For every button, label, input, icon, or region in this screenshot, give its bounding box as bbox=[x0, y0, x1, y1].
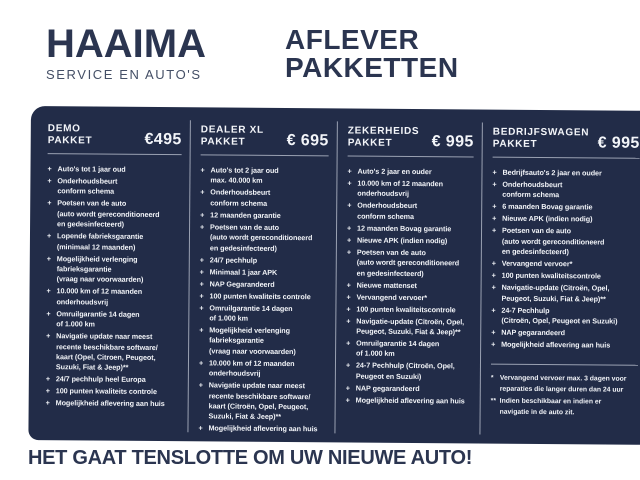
footnote-text: Indien beschikbaar en indien er navigatie in de auto zit. bbox=[499, 397, 602, 416]
footnotes-divider bbox=[491, 364, 638, 366]
plus-bullet-icon: + bbox=[347, 166, 352, 176]
plus-bullet-icon: + bbox=[345, 383, 350, 393]
page-title-line2: PAKKETTEN bbox=[285, 52, 459, 83]
feature-text: Poetsen van de auto (auto wordt gereconditioneerd en gedesinfecteerd) bbox=[356, 247, 460, 278]
brand-logo bbox=[46, 24, 206, 82]
package-feature bbox=[200, 255, 328, 266]
package-price: € 995 bbox=[431, 133, 474, 151]
plus-bullet-icon: + bbox=[492, 202, 497, 212]
package-feature bbox=[199, 381, 327, 424]
package-feature bbox=[346, 395, 472, 406]
feature-text: NAP Gegarandeerd bbox=[209, 279, 275, 289]
package-feature-list bbox=[346, 166, 474, 406]
feature-text: Bedrijfsauto's 2 jaar en ouder bbox=[502, 167, 602, 178]
plus-bullet-icon: + bbox=[199, 278, 204, 288]
package-feature bbox=[347, 235, 473, 246]
package-feature bbox=[347, 166, 473, 177]
package-feature bbox=[199, 291, 327, 302]
plus-bullet-icon: + bbox=[346, 235, 352, 245]
plus-bullet-icon: + bbox=[346, 338, 351, 348]
footnotes bbox=[491, 364, 638, 419]
page-title-line1: AFLEVER bbox=[285, 24, 420, 55]
plus-bullet-icon: + bbox=[491, 282, 496, 292]
package-feature bbox=[47, 164, 181, 175]
feature-text: Omruilgarantie 14 dagen of 1.000 km bbox=[209, 303, 293, 323]
package-feature bbox=[46, 331, 180, 374]
package-feature bbox=[492, 214, 639, 226]
package-feature bbox=[491, 328, 638, 340]
package-feature bbox=[492, 180, 639, 202]
feature-text: Onderhoudsbeurt conform schema bbox=[502, 179, 563, 200]
package-feature bbox=[200, 210, 328, 221]
footnote bbox=[491, 374, 638, 396]
package-name: DEMO PAKKET bbox=[47, 123, 93, 146]
package-feature bbox=[199, 358, 327, 380]
feature-text: 100 punten kwaliteitscontrole bbox=[501, 270, 601, 281]
plus-bullet-icon: + bbox=[491, 305, 496, 315]
feature-text: 24/7 pechhulp bbox=[209, 255, 258, 265]
footnote-marker: ** bbox=[490, 397, 497, 405]
package-feature bbox=[47, 254, 181, 286]
plus-bullet-icon: + bbox=[346, 292, 351, 302]
plus-bullet-icon: + bbox=[46, 308, 51, 319]
package-feature bbox=[46, 387, 180, 398]
package-feature bbox=[346, 292, 472, 303]
package-feature bbox=[46, 399, 180, 410]
package-column bbox=[187, 124, 336, 442]
plus-bullet-icon: + bbox=[491, 339, 496, 349]
plus-bullet-icon: + bbox=[47, 198, 52, 208]
package-feature-list bbox=[491, 168, 639, 352]
package-feature bbox=[347, 280, 473, 291]
plus-bullet-icon: + bbox=[200, 187, 205, 197]
plus-bullet-icon: + bbox=[492, 226, 497, 236]
package-feature bbox=[47, 176, 181, 198]
package-feature bbox=[492, 259, 639, 271]
package-feature bbox=[347, 223, 473, 234]
feature-text: 10.000 km of 12 maanden onderhoudsvrij bbox=[56, 286, 143, 307]
package-feature bbox=[200, 267, 328, 278]
header-divider bbox=[48, 153, 182, 155]
plus-bullet-icon: + bbox=[491, 327, 496, 337]
package-feature bbox=[347, 247, 473, 279]
feature-text: Auto's 2 jaar en ouder bbox=[357, 166, 432, 177]
footnote-text: Vervangend vervoer max. 3 dagen voor reparaties die langer duren dan 24 uur bbox=[499, 375, 627, 394]
feature-text: Omruilgarantie 14 dagen of 1.000 km bbox=[356, 338, 440, 359]
feature-text: Mogelijkheid aflevering aan huis bbox=[208, 423, 318, 434]
package-header bbox=[48, 123, 182, 147]
feature-text: Onderhoudsbeurt conform schema bbox=[357, 200, 418, 221]
package-feature bbox=[46, 309, 180, 331]
plus-bullet-icon: + bbox=[46, 286, 51, 296]
package-feature bbox=[347, 201, 473, 223]
package-feature bbox=[200, 222, 328, 254]
plus-bullet-icon: + bbox=[46, 253, 51, 263]
plus-bullet-icon: + bbox=[199, 254, 204, 264]
header-divider bbox=[201, 154, 329, 156]
package-feature bbox=[347, 178, 473, 200]
package-name: ZEKERHEIDS PAKKET bbox=[347, 125, 420, 149]
plus-bullet-icon: + bbox=[199, 266, 204, 276]
package-feature bbox=[200, 165, 328, 187]
package-feature bbox=[492, 168, 639, 180]
plus-bullet-icon: + bbox=[199, 290, 204, 300]
feature-text: Nieuwe mattenset bbox=[356, 280, 417, 290]
package-price: € 995 bbox=[597, 134, 640, 152]
package-feature bbox=[47, 199, 181, 231]
package-header bbox=[201, 124, 329, 148]
plus-bullet-icon: + bbox=[200, 165, 205, 175]
plus-bullet-icon: + bbox=[492, 167, 497, 177]
feature-text: Onderhoudsbeurt conform schema bbox=[57, 176, 118, 197]
feature-text: Navigatie update naar meest recente beschikbare software/ kaart (Opel, Citroen, Peugeot, Suzuki, Fiat & Jeep)** bbox=[55, 331, 158, 373]
package-column bbox=[334, 125, 481, 443]
packages-panel bbox=[28, 106, 640, 445]
plus-bullet-icon: + bbox=[47, 164, 52, 174]
plus-bullet-icon: + bbox=[492, 179, 497, 189]
package-feature bbox=[47, 231, 181, 253]
feature-text: Mogelijkheid verlenging fabrieksgarantie (vraag naar voorwaarden) bbox=[209, 325, 296, 356]
plus-bullet-icon: + bbox=[199, 325, 204, 335]
tagline: HET GAAT TENSLOTTE OM UW NIEUWE AUTO! bbox=[28, 447, 473, 469]
package-feature-list bbox=[46, 164, 182, 410]
plus-bullet-icon: + bbox=[198, 423, 203, 433]
plus-bullet-icon: + bbox=[346, 247, 352, 257]
feature-text: Lopende fabrieksgarantie (minimaal 12 maanden) bbox=[56, 231, 144, 252]
feature-text: Poetsen van de auto (auto wordt gereconditioneerd en gedesinfecteerd) bbox=[57, 198, 160, 229]
feature-text: 100 punten kwaliteits controle bbox=[55, 386, 157, 397]
plus-bullet-icon: + bbox=[491, 258, 496, 268]
feature-text: 6 maanden Bovag garantie bbox=[502, 202, 593, 212]
plus-bullet-icon: + bbox=[198, 380, 204, 390]
feature-text: Poetsen van de auto (auto wordt gereconditioneerd en gedesinfecteerd) bbox=[209, 222, 313, 253]
package-name: BEDRIJFSWAGEN PAKKET bbox=[492, 126, 590, 150]
package-feature bbox=[200, 188, 328, 210]
header-divider bbox=[348, 155, 474, 157]
plus-bullet-icon: + bbox=[345, 395, 350, 405]
plus-bullet-icon: + bbox=[200, 210, 205, 220]
package-header bbox=[348, 125, 474, 149]
package-feature bbox=[346, 316, 472, 338]
package-price: € 695 bbox=[286, 132, 329, 150]
feature-text: 24/7 pechhulp heel Europa bbox=[55, 374, 146, 385]
package-price: €495 bbox=[144, 130, 182, 149]
plus-bullet-icon: + bbox=[199, 302, 204, 312]
package-feature bbox=[199, 325, 327, 357]
feature-text: Nieuwe APK (indien nodig) bbox=[356, 235, 448, 246]
feature-text: Auto's tot 2 jaar oud max. 40.000 km bbox=[210, 165, 279, 186]
package-feature-list bbox=[198, 165, 328, 435]
feature-text: Mogelijkheid verlenging fabrieksgarantie (vraag naar voorwaarden) bbox=[56, 253, 144, 285]
package-feature bbox=[199, 303, 327, 325]
footnote bbox=[491, 397, 638, 419]
header-divider bbox=[493, 157, 640, 159]
feature-text: Poetsen van de auto (auto wordt gereconditioneerd en gedesinfecteerd) bbox=[501, 226, 605, 257]
page-title bbox=[285, 26, 459, 82]
plus-bullet-icon: + bbox=[45, 374, 51, 384]
feature-text: 12 maanden Bovag garantie bbox=[357, 223, 452, 234]
plus-bullet-icon: + bbox=[345, 360, 351, 370]
feature-text: 12 maanden garantie bbox=[210, 210, 281, 220]
plus-bullet-icon: + bbox=[46, 331, 51, 341]
package-feature bbox=[492, 202, 639, 214]
feature-text: Mogelijkheid aflevering aan huis bbox=[501, 339, 611, 350]
plus-bullet-icon: + bbox=[45, 386, 50, 396]
package-feature bbox=[198, 424, 326, 435]
feature-text: Minimaal 1 jaar APK bbox=[209, 267, 278, 277]
package-header bbox=[493, 127, 640, 151]
package-feature bbox=[346, 339, 472, 361]
feature-text: Vervangend vervoer* bbox=[501, 258, 573, 269]
package-feature bbox=[491, 283, 638, 305]
feature-text: Onderhoudsbeurt conform schema bbox=[210, 187, 271, 208]
feature-text: 10.000 km of 12 maanden onderhoudsvrij bbox=[208, 358, 295, 379]
feature-text: 100 punten kwaliteits controle bbox=[209, 291, 311, 301]
feature-text: Navigatie update naar meest recente beschikbare software/ kaart (Citroën, Opel, Peugeot, Suzuki, Fiat & Jeep)** bbox=[208, 380, 311, 422]
feature-text: Mogelijkheid aflevering aan huis bbox=[55, 398, 165, 409]
package-name: DEALER XL PAKKET bbox=[200, 124, 264, 148]
brand-subtitle: SERVICE EN AUTO'S bbox=[46, 67, 202, 82]
package-feature bbox=[200, 279, 328, 290]
feature-text: Auto's tot 1 jaar oud bbox=[57, 164, 126, 174]
plus-bullet-icon: + bbox=[346, 316, 351, 326]
package-feature bbox=[346, 383, 472, 394]
plus-bullet-icon: + bbox=[346, 280, 351, 290]
feature-text: 24-7 Pechhulp (Citroën, Opel, Peugeot en Suzuki) bbox=[501, 305, 618, 326]
package-feature bbox=[492, 226, 639, 258]
feature-text: Mogelijkheid aflevering aan huis bbox=[355, 395, 465, 406]
feature-text: 10.000 km of 12 maanden onderhoudsvrij bbox=[357, 178, 443, 199]
package-column bbox=[479, 127, 640, 445]
brand-name: HAAIMA bbox=[46, 22, 206, 66]
feature-text: 24-7 Pechhulp (Citroën, Opel, Peugeot en Suzuki) bbox=[355, 360, 455, 381]
plus-bullet-icon: + bbox=[198, 358, 204, 368]
package-feature bbox=[491, 340, 638, 352]
plus-bullet-icon: + bbox=[347, 200, 352, 210]
package-column bbox=[28, 123, 189, 441]
package-feature bbox=[46, 375, 180, 386]
plus-bullet-icon: + bbox=[347, 223, 352, 233]
plus-bullet-icon: + bbox=[46, 231, 52, 241]
footnote-marker: * bbox=[490, 375, 494, 383]
feature-text: NAP gegarandeerd bbox=[355, 383, 420, 393]
plus-bullet-icon: + bbox=[45, 398, 50, 408]
plus-bullet-icon: + bbox=[346, 304, 351, 314]
package-feature bbox=[346, 304, 472, 315]
plus-bullet-icon: + bbox=[491, 270, 496, 280]
plus-bullet-icon: + bbox=[347, 178, 352, 188]
plus-bullet-icon: + bbox=[200, 222, 205, 232]
feature-text: 100 punten kwaliteitscontrole bbox=[356, 304, 456, 314]
feature-text: NAP gegarandeerd bbox=[501, 327, 566, 338]
plus-bullet-icon: + bbox=[47, 176, 52, 186]
package-feature bbox=[491, 305, 638, 327]
feature-text: Vervangend vervoer* bbox=[356, 292, 428, 302]
package-feature bbox=[46, 287, 180, 309]
feature-text: Omruilgarantie 14 dagen of 1.000 km bbox=[56, 309, 140, 329]
feature-text: Nieuwe APK (indien nodig) bbox=[502, 214, 593, 224]
package-feature bbox=[346, 361, 472, 383]
feature-text: Navigatie-update (Citroën, Opel, Peugeot, Suzuki, Fiat & Jeep)** bbox=[356, 316, 465, 337]
package-feature bbox=[492, 271, 639, 283]
feature-text: Navigatie-update (Citroën, Opel, Peugeot, Suzuki, Fiat & Jeep)** bbox=[501, 282, 610, 304]
plus-bullet-icon: + bbox=[492, 214, 497, 224]
